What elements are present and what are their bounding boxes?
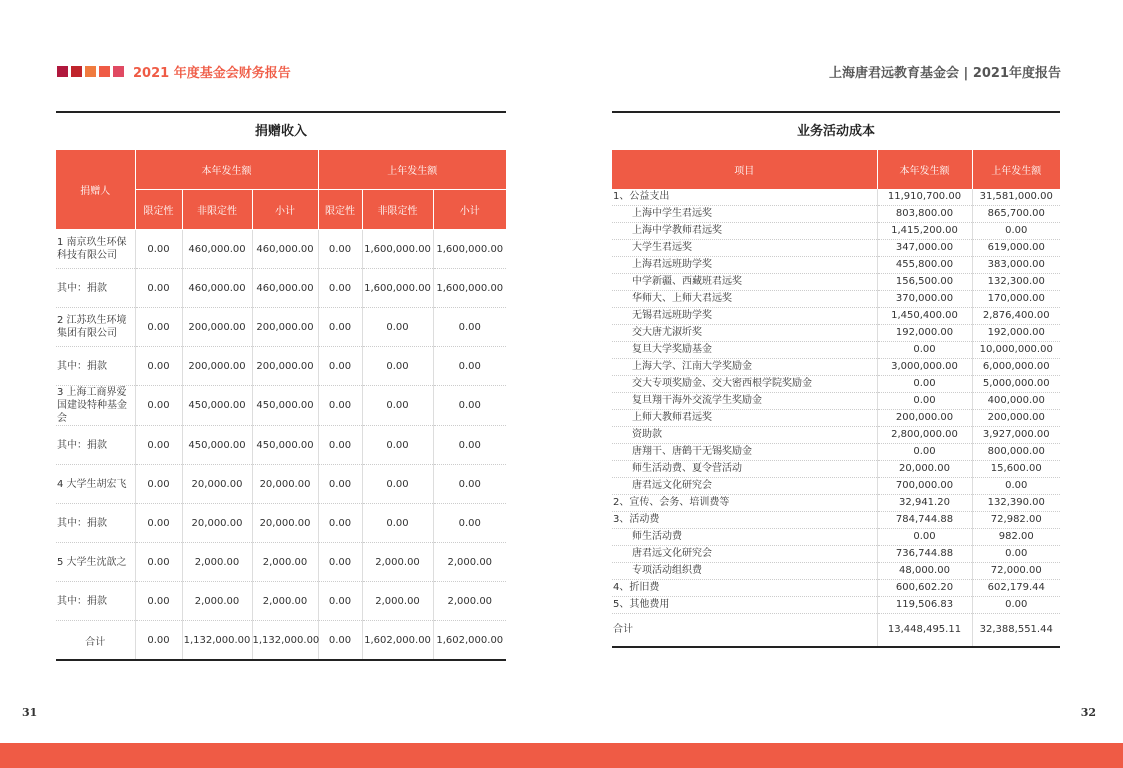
table-row (612, 308, 1060, 325)
table-row (612, 223, 1060, 240)
amount-cell: 0.00 (135, 308, 182, 347)
amount-cell: 2,000.00 (182, 543, 252, 582)
table-row (612, 461, 1060, 478)
previous-amount: 619,000.00 (972, 240, 1060, 257)
current-amount: 156,500.00 (877, 274, 972, 291)
table-row (612, 427, 1060, 444)
table-row (612, 495, 1060, 512)
table-row (612, 257, 1060, 274)
item-name: 华师大、上师大君远奖 (612, 291, 877, 308)
item-name: 复旦翔干海外交流学生奖励金 (612, 393, 877, 410)
table-row (612, 240, 1060, 257)
table-row (56, 582, 506, 621)
donor-name: 其中：捐款 (56, 504, 135, 543)
table-row (612, 376, 1060, 393)
current-amount: 736,744.88 (877, 546, 972, 563)
table-row (56, 347, 506, 386)
current-amount: 1,450,400.00 (877, 308, 972, 325)
current-amount: 119,506.83 (877, 597, 972, 614)
previous-amount: 132,300.00 (972, 274, 1060, 291)
item-name: 交大专项奖励金、交大密西根学院奖励金 (612, 376, 877, 393)
amount-cell: 0.00 (318, 308, 362, 347)
item-name: 唐翔干、唐鹤干无锡奖励金 (612, 444, 877, 461)
item-name: 中学新疆、西藏班君远奖 (612, 274, 877, 291)
current-amount: 370,000.00 (877, 291, 972, 308)
amount-cell: 20,000.00 (182, 465, 252, 504)
previous-amount: 6,000,000.00 (972, 359, 1060, 376)
current-amount: 48,000.00 (877, 563, 972, 580)
item-name: 上海中学生君远奖 (612, 206, 877, 223)
amount-cell: 1,600,000.00 (362, 230, 433, 269)
amount-cell: 0.00 (318, 269, 362, 308)
item-name: 无锡君远班助学奖 (612, 308, 877, 325)
current-amount: 11,910,700.00 (877, 189, 972, 206)
amount-cell: 0.00 (362, 308, 433, 347)
previous-amount: 0.00 (972, 478, 1060, 495)
item-name: 交大唐尤淑圻奖 (612, 325, 877, 342)
amount-cell: 0.00 (433, 386, 506, 426)
page-number-left: 31 (22, 706, 38, 719)
table-row (56, 543, 506, 582)
item-name: 唐君远文化研究会 (612, 546, 877, 563)
current-amount: 20,000.00 (877, 461, 972, 478)
item-name: 唐君远文化研究会 (612, 478, 877, 495)
table-row (612, 342, 1060, 359)
amount-cell: 1,132,000.00 (182, 621, 252, 661)
current-amount: 700,000.00 (877, 478, 972, 495)
amount-cell: 450,000.00 (182, 386, 252, 426)
previous-amount: 3,927,000.00 (972, 427, 1060, 444)
donor-name: 3 上海工商界爱国建设特种基金会 (56, 386, 135, 426)
amount-cell: 1,602,000.00 (433, 621, 506, 661)
amount-cell: 0.00 (135, 582, 182, 621)
table-row (56, 230, 506, 269)
donor-name: 其中：捐款 (56, 582, 135, 621)
amount-cell: 0.00 (433, 465, 506, 504)
amount-cell: 0.00 (362, 504, 433, 543)
previous-amount: 10,000,000.00 (972, 342, 1060, 359)
header-square-1 (57, 66, 68, 77)
previous-amount: 200,000.00 (972, 410, 1060, 427)
donor-name: 5 大学生沈歆之 (56, 543, 135, 582)
current-amount: 3,000,000.00 (877, 359, 972, 376)
donor-name: 其中：捐款 (56, 269, 135, 308)
header-square-5 (113, 66, 124, 77)
current-amount: 192,000.00 (877, 325, 972, 342)
table-row (612, 274, 1060, 291)
table-row (612, 206, 1060, 223)
amount-cell: 200,000.00 (182, 308, 252, 347)
previous-amount: 0.00 (972, 546, 1060, 563)
donation-income-title: 捐赠收入 (254, 124, 307, 139)
business-cost-table (612, 150, 1060, 648)
header-square-2 (71, 66, 82, 77)
previous-amount: 5,000,000.00 (972, 376, 1060, 393)
item-name: 大学生君远奖 (612, 240, 877, 257)
previous-amount: 192,000.00 (972, 325, 1060, 342)
amount-cell: 0.00 (362, 426, 433, 465)
item-name: 师生活动费 (612, 529, 877, 546)
amount-cell: 2,000.00 (362, 582, 433, 621)
item-name: 师生活动费、夏令营活动 (612, 461, 877, 478)
donor-name: 其中：捐款 (56, 347, 135, 386)
previous-amount: 72,000.00 (972, 563, 1060, 580)
amount-cell: 20,000.00 (252, 504, 318, 543)
amount-cell: 2,000.00 (252, 543, 318, 582)
col-header-item: 项目 (612, 150, 877, 189)
amount-cell: 0.00 (135, 386, 182, 426)
business-cost-panel (612, 111, 1060, 648)
table-row (612, 189, 1060, 206)
amount-cell: 0.00 (318, 347, 362, 386)
item-name: 复旦大学奖励基金 (612, 342, 877, 359)
table-row (612, 580, 1060, 597)
table-row (612, 478, 1060, 495)
previous-amount: 72,982.00 (972, 512, 1060, 529)
table-row (612, 546, 1060, 563)
current-amount: 784,744.88 (877, 512, 972, 529)
table-row (612, 512, 1060, 529)
amount-cell: 2,000.00 (362, 543, 433, 582)
previous-amount: 400,000.00 (972, 393, 1060, 410)
donation-income-table (56, 150, 506, 661)
amount-cell: 1,600,000.00 (362, 269, 433, 308)
amount-cell: 2,000.00 (252, 582, 318, 621)
amount-cell: 1,600,000.00 (433, 269, 506, 308)
item-name: 1、公益支出 (612, 189, 877, 206)
amount-cell: 20,000.00 (252, 465, 318, 504)
donor-name: 4 大学生胡宏飞 (56, 465, 135, 504)
header-square-4 (99, 66, 110, 77)
donor-name: 合计 (56, 621, 135, 661)
current-amount: 200,000.00 (877, 410, 972, 427)
foundation-report-title: 上海唐君远教育基金会 | 2021年度报告 (829, 66, 1061, 81)
amount-cell: 0.00 (433, 504, 506, 543)
footer-bar (0, 743, 1123, 768)
table-row (56, 504, 506, 543)
header-square-3 (85, 66, 96, 77)
col-header-donor: 捐赠人 (56, 150, 135, 230)
header-left (57, 62, 291, 81)
amount-cell: 0.00 (318, 543, 362, 582)
amount-cell: 0.00 (362, 465, 433, 504)
amount-cell: 0.00 (135, 504, 182, 543)
item-name: 2、宣传、会务、培训费等 (612, 495, 877, 512)
table-row (612, 291, 1060, 308)
current-amount: 13,448,495.11 (877, 614, 972, 648)
amount-cell: 0.00 (135, 426, 182, 465)
col-header-restricted: 限定性 (318, 190, 362, 230)
table-row (612, 597, 1060, 614)
previous-amount: 0.00 (972, 223, 1060, 240)
current-amount: 0.00 (877, 342, 972, 359)
amount-cell: 0.00 (318, 465, 362, 504)
item-name: 上海中学教师君远奖 (612, 223, 877, 240)
current-amount: 455,800.00 (877, 257, 972, 274)
item-name: 上师大教师君远奖 (612, 410, 877, 427)
amount-cell: 200,000.00 (252, 347, 318, 386)
amount-cell: 0.00 (135, 269, 182, 308)
amount-cell: 0.00 (135, 465, 182, 504)
amount-cell: 0.00 (362, 386, 433, 426)
table-row (612, 563, 1060, 580)
amount-cell: 2,000.00 (433, 543, 506, 582)
item-name: 上海大学、江南大学奖励金 (612, 359, 877, 376)
previous-amount: 170,000.00 (972, 291, 1060, 308)
amount-cell: 1,600,000.00 (433, 230, 506, 269)
previous-amount: 15,600.00 (972, 461, 1060, 478)
col-header-subtotal: 小计 (433, 190, 506, 230)
current-amount: 1,415,200.00 (877, 223, 972, 240)
table-row (612, 529, 1060, 546)
col-header-current-year: 本年发生额 (877, 150, 972, 189)
amount-cell: 20,000.00 (182, 504, 252, 543)
amount-cell: 460,000.00 (182, 269, 252, 308)
amount-cell: 460,000.00 (252, 230, 318, 269)
previous-amount: 32,388,551.44 (972, 614, 1060, 648)
amount-cell: 450,000.00 (252, 386, 318, 426)
amount-cell: 450,000.00 (252, 426, 318, 465)
total-row (612, 614, 1060, 648)
table-row (612, 325, 1060, 342)
amount-cell: 460,000.00 (182, 230, 252, 269)
col-header-previous-year: 上年发生额 (972, 150, 1060, 189)
table-row (612, 444, 1060, 461)
item-name: 3、活动费 (612, 512, 877, 529)
amount-cell: 450,000.00 (182, 426, 252, 465)
previous-amount: 865,700.00 (972, 206, 1060, 223)
amount-cell: 0.00 (433, 347, 506, 386)
current-amount: 600,602.20 (877, 580, 972, 597)
amount-cell: 0.00 (135, 621, 182, 661)
amount-cell: 0.00 (318, 230, 362, 269)
previous-amount: 0.00 (972, 597, 1060, 614)
current-amount: 2,800,000.00 (877, 427, 972, 444)
amount-cell: 0.00 (135, 543, 182, 582)
amount-cell: 0.00 (135, 347, 182, 386)
item-name: 上海君远班助学奖 (612, 257, 877, 274)
current-amount: 0.00 (877, 376, 972, 393)
previous-amount: 2,876,400.00 (972, 308, 1060, 325)
previous-amount: 132,390.00 (972, 495, 1060, 512)
amount-cell: 0.00 (135, 230, 182, 269)
table-row (612, 410, 1060, 427)
col-header-unrestricted: 非限定性 (362, 190, 433, 230)
amount-cell: 1,602,000.00 (362, 621, 433, 661)
business-cost-title: 业务活动成本 (796, 124, 875, 139)
previous-amount: 800,000.00 (972, 444, 1060, 461)
previous-amount: 383,000.00 (972, 257, 1060, 274)
previous-amount: 602,179.44 (972, 580, 1060, 597)
table-row (56, 465, 506, 504)
total-row (56, 621, 506, 661)
current-amount: 0.00 (877, 529, 972, 546)
table-row (56, 269, 506, 308)
amount-cell: 0.00 (318, 504, 362, 543)
col-header-previous-year: 上年发生额 (318, 150, 506, 190)
col-header-subtotal: 小计 (252, 190, 318, 230)
table-row (612, 393, 1060, 410)
item-name: 资助款 (612, 427, 877, 444)
amount-cell: 0.00 (318, 426, 362, 465)
current-amount: 32,941.20 (877, 495, 972, 512)
col-header-current-year: 本年发生额 (135, 150, 318, 190)
amount-cell: 0.00 (318, 386, 362, 426)
item-name: 5、其他费用 (612, 597, 877, 614)
amount-cell: 0.00 (433, 308, 506, 347)
donor-name: 其中：捐款 (56, 426, 135, 465)
item-name: 4、折旧费 (612, 580, 877, 597)
amount-cell: 2,000.00 (182, 582, 252, 621)
amount-cell: 200,000.00 (182, 347, 252, 386)
previous-amount: 982.00 (972, 529, 1060, 546)
amount-cell: 1,132,000.00 (252, 621, 318, 661)
amount-cell: 200,000.00 (252, 308, 318, 347)
current-amount: 0.00 (877, 393, 972, 410)
previous-amount: 31,581,000.00 (972, 189, 1060, 206)
donation-income-panel (56, 111, 506, 661)
current-amount: 0.00 (877, 444, 972, 461)
page-number-right: 32 (1080, 706, 1096, 719)
col-header-unrestricted: 非限定性 (182, 190, 252, 230)
amount-cell: 2,000.00 (433, 582, 506, 621)
donor-name: 1 南京玖生环保科技有限公司 (56, 230, 135, 269)
table-row (56, 386, 506, 426)
donor-name: 2 江苏玖生环境集团有限公司 (56, 308, 135, 347)
amount-cell: 0.00 (433, 426, 506, 465)
table-row (56, 426, 506, 465)
amount-cell: 460,000.00 (252, 269, 318, 308)
table-row (612, 359, 1060, 376)
table-row (56, 308, 506, 347)
current-amount: 803,800.00 (877, 206, 972, 223)
amount-cell: 0.00 (362, 347, 433, 386)
amount-cell: 0.00 (318, 621, 362, 661)
col-header-restricted: 限定性 (135, 190, 182, 230)
item-name: 合计 (612, 614, 877, 648)
report-title: 2021 年度基金会财务报告 (133, 66, 291, 81)
current-amount: 347,000.00 (877, 240, 972, 257)
amount-cell: 0.00 (318, 582, 362, 621)
item-name: 专项活动组织费 (612, 563, 877, 580)
